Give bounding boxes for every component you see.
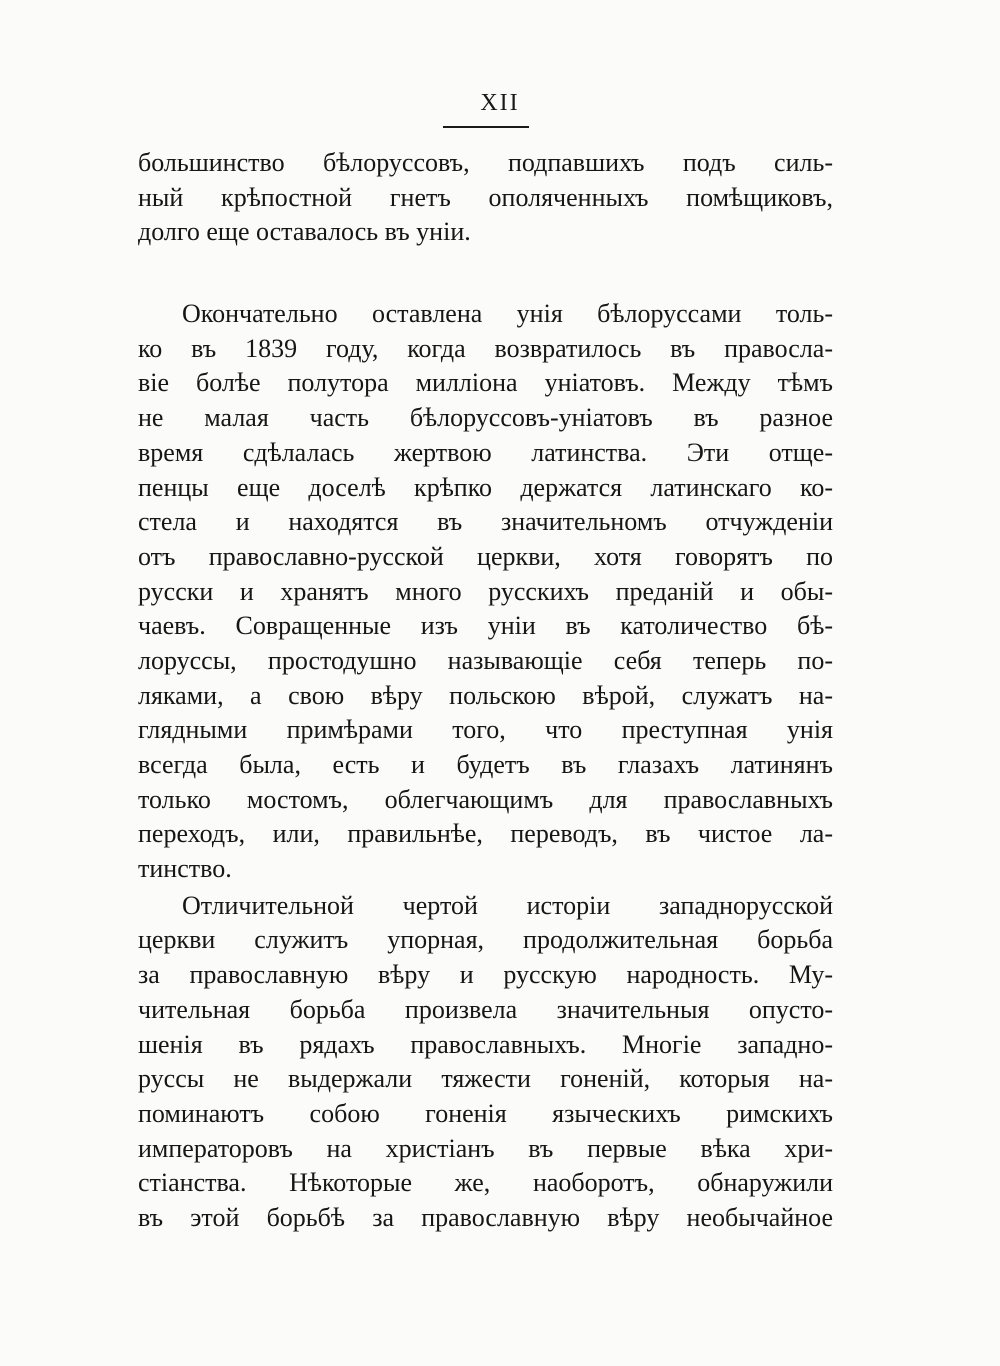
text-line: стела и находятся въ значительномъ отчужденіи [138, 507, 833, 537]
page-number: XII [480, 90, 520, 116]
text-line: ный крѣпостной гнетъ ополяченныхъ помѣщиковъ, [138, 182, 833, 212]
text-line: за православную вѣру и русскую народность. Му- [138, 960, 833, 990]
body-text [138, 146, 833, 1236]
paragraph-1 [138, 146, 833, 250]
text-line: большинство бѣлоруссовъ, подпавшихъ подъ силь- [138, 148, 833, 177]
text-line: шенія въ рядахъ православныхъ. Многіе западно- [138, 1029, 833, 1059]
text-line: віе болѣе полутора милліона уніатовъ. Между тѣмъ [138, 368, 833, 398]
text-line: пенцы еще доселѣ крѣпко держатся латинскаго ко- [138, 472, 833, 502]
text-line: стіанства. Нѣкоторые же, наоборотъ, обнаружили [138, 1168, 833, 1198]
text-line: ко въ 1839 году, когда возвратилось въ правосла- [138, 333, 833, 363]
text-line: чительная борьба произвела значительныя опусто- [138, 994, 833, 1024]
text-line: руссы не выдержали тяжести гоненій, которыя на- [138, 1064, 833, 1094]
paragraph-2 [138, 297, 833, 887]
text-line: императоровъ на христіанъ въ первые вѣка хри- [138, 1133, 833, 1163]
text-line: глядными примѣрами того, что преступная унія [138, 715, 833, 745]
paragraph-3 [138, 889, 833, 1236]
text-line: не малая часть бѣлоруссовъ-уніатовъ въ разное [138, 403, 833, 433]
text-line: отъ православно-русской церкви, хотя говорятъ по [138, 541, 833, 571]
text-line: всегда была, есть и будетъ въ глазахъ латинянъ [138, 750, 833, 779]
text-line: въ этой борьбѣ за православную вѣру необычайное [138, 1202, 833, 1232]
text-line: русски и хранятъ много русскихъ преданій и обы- [138, 576, 833, 606]
text-line: ляками, а свою вѣру польскою вѣрой, служатъ на- [138, 680, 833, 710]
text-line: тинство. [138, 854, 232, 884]
text-line: Отличительной чертой исторіи западнорусской [182, 890, 833, 920]
text-line: время сдѣлалась жертвою латинства. Эти отще- [138, 437, 833, 467]
text-line: лоруссы, простодушно называющіе себя теперь по- [138, 645, 833, 675]
text-line: переходъ, или, правильнѣе, переводъ, въ чистое ла- [138, 819, 833, 849]
text-line: чаевъ. Совращенные изъ уніи въ католичество бѣ- [138, 611, 833, 641]
text-line: поминаютъ собою гоненія языческихъ римскихъ [138, 1098, 833, 1128]
text-line: церкви служитъ упорная, продолжительная борьба [138, 925, 833, 955]
text-line: долго еще оставалось въ уніи. [138, 217, 471, 247]
header-rule [443, 126, 529, 128]
paragraph-gap [138, 250, 833, 297]
text-line: Окончательно оставлена унія бѣлоруссами толь- [182, 299, 833, 329]
text-line: только мостомъ, облегчающимъ для православныхъ [138, 784, 833, 814]
